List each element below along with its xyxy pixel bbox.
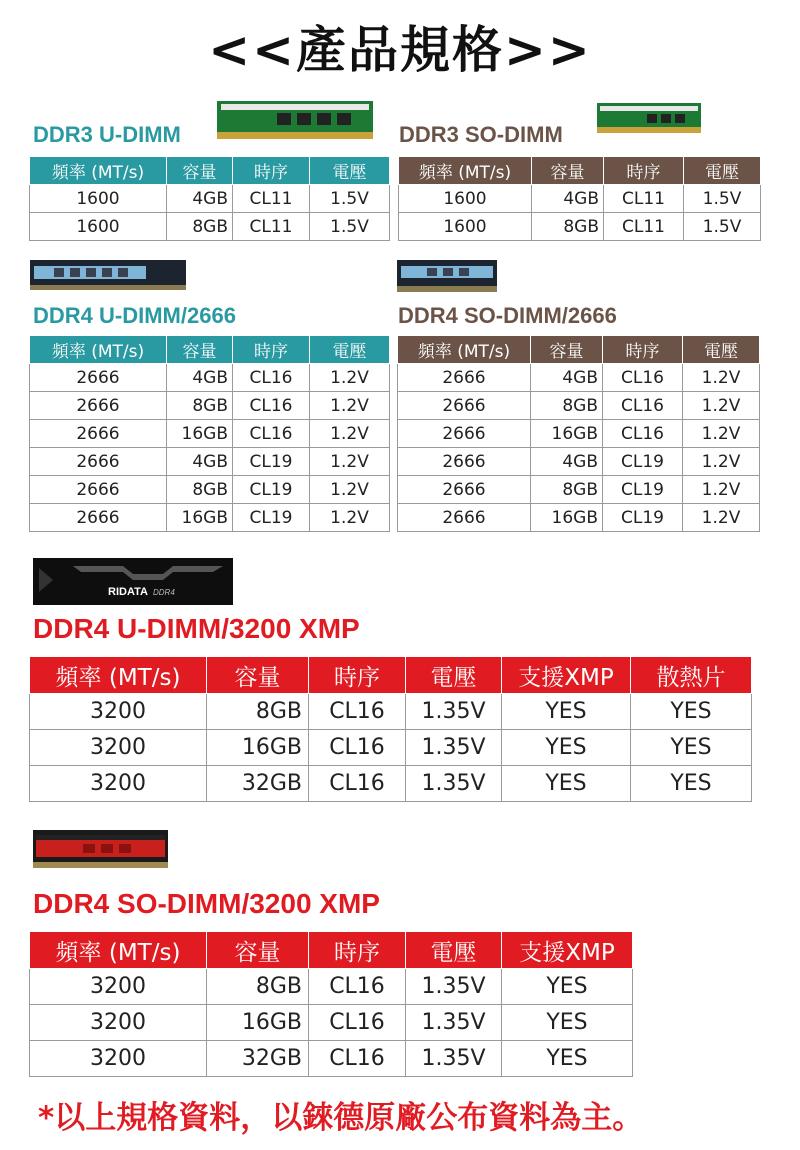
cell-xmp: YES bbox=[502, 730, 631, 766]
cell-voltage: 1.2V bbox=[310, 476, 390, 504]
cell-capacity: 16GB bbox=[531, 420, 603, 448]
header-frequency: 頻率 (MT/s) bbox=[398, 336, 531, 364]
ddr4-sodimm-2666-title: DDR4 SO-DIMM/2666 bbox=[398, 303, 617, 328]
cell-voltage: 1.2V bbox=[683, 392, 760, 420]
cell-heatsink: YES bbox=[631, 730, 752, 766]
table-row bbox=[398, 364, 760, 392]
cell-capacity: 16GB bbox=[167, 504, 233, 532]
header-timing: 時序 bbox=[604, 157, 684, 185]
table-header-row bbox=[30, 157, 390, 185]
table-row bbox=[30, 392, 390, 420]
table-row bbox=[399, 185, 761, 213]
header-frequency: 頻率 (MT/s) bbox=[399, 157, 532, 185]
header-timing: 時序 bbox=[233, 336, 310, 364]
cell-timing: CL19 bbox=[603, 504, 683, 532]
table-header-row bbox=[30, 932, 633, 969]
cell-timing: CL19 bbox=[233, 504, 310, 532]
header-capacity: 容量 bbox=[167, 157, 233, 185]
cell-timing: CL19 bbox=[233, 476, 310, 504]
header-frequency: 頻率 (MT/s) bbox=[30, 157, 167, 185]
table-row bbox=[30, 694, 752, 730]
cell-timing: CL16 bbox=[309, 1041, 406, 1077]
cell-frequency: 3200 bbox=[30, 766, 207, 802]
header-frequency: 頻率 (MT/s) bbox=[30, 336, 167, 364]
cell-frequency: 1600 bbox=[399, 185, 532, 213]
cell-timing: CL11 bbox=[604, 213, 684, 241]
header-capacity: 容量 bbox=[207, 932, 309, 969]
cell-voltage: 1.2V bbox=[683, 476, 760, 504]
cell-voltage: 1.5V bbox=[310, 213, 390, 241]
table-row bbox=[399, 213, 761, 241]
cell-heatsink: YES bbox=[631, 694, 752, 730]
ddr4-sodimm-3200-table bbox=[29, 931, 633, 1077]
header-voltage: 電壓 bbox=[310, 336, 390, 364]
table-row bbox=[30, 766, 752, 802]
cell-capacity: 4GB bbox=[532, 185, 604, 213]
cell-frequency: 3200 bbox=[30, 730, 207, 766]
table-header-row bbox=[399, 157, 761, 185]
cell-timing: CL19 bbox=[603, 448, 683, 476]
cell-timing: CL16 bbox=[603, 420, 683, 448]
cell-frequency: 2666 bbox=[30, 504, 167, 532]
ddr4-udimm-3200-table bbox=[29, 656, 752, 802]
header-frequency: 頻率 (MT/s) bbox=[30, 932, 207, 969]
cell-capacity: 32GB bbox=[207, 1041, 309, 1077]
cell-frequency: 2666 bbox=[30, 448, 167, 476]
cell-frequency: 2666 bbox=[30, 476, 167, 504]
header-xmp-support: 支援XMP bbox=[502, 932, 633, 969]
cell-capacity: 4GB bbox=[531, 364, 603, 392]
ddr3-udimm-module-image bbox=[217, 101, 373, 139]
cell-capacity: 8GB bbox=[167, 476, 233, 504]
disclaimer-footer: *以上規格資料，以錸德原廠公布資料為主。 bbox=[38, 1100, 644, 1136]
table-row bbox=[30, 1005, 633, 1041]
cell-voltage: 1.2V bbox=[310, 504, 390, 532]
ddr4-udimm-module-image bbox=[30, 260, 186, 290]
cell-frequency: 2666 bbox=[398, 392, 531, 420]
header-heatsink: 散熱片 bbox=[631, 657, 752, 694]
header-voltage: 電壓 bbox=[684, 157, 761, 185]
cell-timing: CL11 bbox=[604, 185, 684, 213]
cell-voltage: 1.5V bbox=[684, 213, 761, 241]
ddr4-sodimm-xmp-module-image bbox=[33, 830, 168, 868]
cell-timing: CL19 bbox=[233, 448, 310, 476]
header-capacity: 容量 bbox=[531, 336, 603, 364]
cell-xmp: YES bbox=[502, 969, 633, 1005]
cell-xmp: YES bbox=[502, 1041, 633, 1077]
table-row bbox=[30, 213, 390, 241]
cell-timing: CL19 bbox=[603, 476, 683, 504]
cell-frequency: 1600 bbox=[399, 213, 532, 241]
cell-voltage: 1.5V bbox=[684, 185, 761, 213]
table-row bbox=[30, 448, 390, 476]
header-timing: 時序 bbox=[233, 157, 310, 185]
table-row bbox=[30, 969, 633, 1005]
cell-voltage: 1.2V bbox=[683, 364, 760, 392]
cell-timing: CL16 bbox=[233, 420, 310, 448]
cell-timing: CL11 bbox=[233, 213, 310, 241]
ddr4-sodimm-3200-title: DDR4 SO-DIMM/3200 XMP bbox=[33, 888, 380, 919]
cell-capacity: 4GB bbox=[167, 185, 233, 213]
cell-frequency: 3200 bbox=[30, 1041, 207, 1077]
cell-frequency: 2666 bbox=[398, 476, 531, 504]
table-header-row bbox=[30, 336, 390, 364]
cell-capacity: 32GB bbox=[207, 766, 309, 802]
header-voltage: 電壓 bbox=[406, 657, 502, 694]
cell-capacity: 4GB bbox=[167, 448, 233, 476]
page-title: <<產品規格>> bbox=[208, 21, 592, 79]
cell-frequency: 2666 bbox=[30, 392, 167, 420]
cell-capacity: 16GB bbox=[207, 1005, 309, 1041]
cell-capacity: 4GB bbox=[531, 448, 603, 476]
cell-voltage: 1.35V bbox=[406, 766, 502, 802]
cell-frequency: 1600 bbox=[30, 213, 167, 241]
header-capacity: 容量 bbox=[167, 336, 233, 364]
cell-voltage: 1.5V bbox=[310, 185, 390, 213]
cell-timing: CL16 bbox=[309, 1005, 406, 1041]
ddr4-udimm-3200-title: DDR4 U-DIMM/3200 XMP bbox=[33, 613, 360, 644]
table-row bbox=[398, 476, 760, 504]
cell-voltage: 1.2V bbox=[310, 364, 390, 392]
table-row bbox=[30, 730, 752, 766]
header-capacity: 容量 bbox=[207, 657, 309, 694]
cell-frequency: 1600 bbox=[30, 185, 167, 213]
cell-frequency: 2666 bbox=[30, 420, 167, 448]
ddr4-label: DDR4 bbox=[153, 588, 175, 597]
table-row bbox=[30, 364, 390, 392]
cell-voltage: 1.2V bbox=[310, 420, 390, 448]
table-row bbox=[30, 185, 390, 213]
ddr4-udimm-2666-title: DDR4 U-DIMM/2666 bbox=[33, 303, 236, 328]
cell-capacity: 8GB bbox=[532, 213, 604, 241]
cell-xmp: YES bbox=[502, 1005, 633, 1041]
cell-heatsink: YES bbox=[631, 766, 752, 802]
header-voltage: 電壓 bbox=[683, 336, 760, 364]
cell-frequency: 3200 bbox=[30, 969, 207, 1005]
cell-capacity: 16GB bbox=[167, 420, 233, 448]
ddr4-sodimm-2666-table bbox=[397, 335, 760, 532]
header-timing: 時序 bbox=[309, 932, 406, 969]
table-row bbox=[398, 420, 760, 448]
cell-frequency: 2666 bbox=[398, 420, 531, 448]
table-header-row bbox=[398, 336, 760, 364]
header-xmp-support: 支援XMP bbox=[502, 657, 631, 694]
ddr3-udimm-table bbox=[29, 156, 390, 241]
cell-timing: CL16 bbox=[233, 392, 310, 420]
cell-voltage: 1.2V bbox=[683, 504, 760, 532]
table-row bbox=[398, 504, 760, 532]
brand-label: RIDATA bbox=[108, 586, 148, 598]
header-timing: 時序 bbox=[309, 657, 406, 694]
ddr3-sodimm-title: DDR3 SO-DIMM bbox=[399, 122, 563, 147]
cell-timing: CL16 bbox=[233, 364, 310, 392]
cell-capacity: 8GB bbox=[167, 392, 233, 420]
cell-frequency: 2666 bbox=[398, 504, 531, 532]
cell-frequency: 2666 bbox=[398, 364, 531, 392]
cell-voltage: 1.2V bbox=[683, 448, 760, 476]
ddr4-sodimm-module-image bbox=[397, 260, 497, 292]
cell-timing: CL16 bbox=[603, 392, 683, 420]
cell-capacity: 16GB bbox=[207, 730, 309, 766]
cell-capacity: 8GB bbox=[207, 694, 309, 730]
cell-voltage: 1.35V bbox=[406, 1005, 502, 1041]
cell-frequency: 3200 bbox=[30, 1005, 207, 1041]
cell-voltage: 1.35V bbox=[406, 694, 502, 730]
cell-capacity: 4GB bbox=[167, 364, 233, 392]
cell-timing: CL11 bbox=[233, 185, 310, 213]
cell-voltage: 1.2V bbox=[310, 392, 390, 420]
cell-capacity: 8GB bbox=[531, 476, 603, 504]
table-row bbox=[30, 476, 390, 504]
header-voltage: 電壓 bbox=[310, 157, 390, 185]
cell-timing: CL16 bbox=[603, 364, 683, 392]
header-frequency: 頻率 (MT/s) bbox=[30, 657, 207, 694]
cell-voltage: 1.2V bbox=[310, 448, 390, 476]
cell-frequency: 2666 bbox=[30, 364, 167, 392]
cell-capacity: 8GB bbox=[167, 213, 233, 241]
ddr3-udimm-title: DDR3 U-DIMM bbox=[33, 122, 181, 147]
cell-capacity: 8GB bbox=[207, 969, 309, 1005]
ddr4-udimm-xmp-module-image bbox=[33, 558, 233, 605]
cell-voltage: 1.35V bbox=[406, 730, 502, 766]
cell-frequency: 3200 bbox=[30, 694, 207, 730]
cell-voltage: 1.35V bbox=[406, 969, 502, 1005]
ddr4-udimm-2666-table bbox=[29, 335, 390, 532]
header-voltage: 電壓 bbox=[406, 932, 502, 969]
cell-timing: CL16 bbox=[309, 730, 406, 766]
cell-xmp: YES bbox=[502, 766, 631, 802]
table-header-row bbox=[30, 657, 752, 694]
cell-capacity: 16GB bbox=[531, 504, 603, 532]
cell-timing: CL16 bbox=[309, 766, 406, 802]
table-row bbox=[30, 1041, 633, 1077]
table-row bbox=[398, 448, 760, 476]
ddr3-sodimm-module-image bbox=[597, 103, 701, 133]
cell-timing: CL16 bbox=[309, 969, 406, 1005]
ddr3-sodimm-table bbox=[398, 156, 761, 241]
table-row bbox=[30, 420, 390, 448]
cell-frequency: 2666 bbox=[398, 448, 531, 476]
header-timing: 時序 bbox=[603, 336, 683, 364]
cell-xmp: YES bbox=[502, 694, 631, 730]
table-row bbox=[30, 504, 390, 532]
cell-voltage: 1.2V bbox=[683, 420, 760, 448]
table-row bbox=[398, 392, 760, 420]
cell-capacity: 8GB bbox=[531, 392, 603, 420]
cell-timing: CL16 bbox=[309, 694, 406, 730]
cell-voltage: 1.35V bbox=[406, 1041, 502, 1077]
header-capacity: 容量 bbox=[532, 157, 604, 185]
